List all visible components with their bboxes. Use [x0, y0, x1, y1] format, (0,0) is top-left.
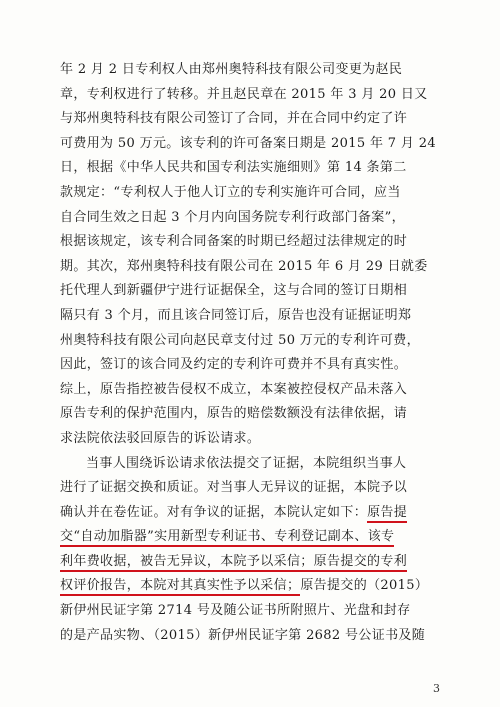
text-segment: 章，专利权进行了转移。并且赵民章在 2015 年 3 月 20 日又 [60, 86, 428, 102]
text-line [60, 525, 445, 550]
text-line [60, 206, 445, 231]
text-line [60, 427, 445, 452]
text-segment: 期。其次，郑州奥特科技有限公司在 2015 年 6 月 29 日就委 [60, 258, 428, 274]
text-segment: 日，根据《中华人民共和国专利法实施细则》第 14 条第二 [60, 160, 407, 176]
text-line [60, 550, 445, 575]
text-line [60, 452, 445, 477]
text-segment: 自合同生效之日起 3 个月内向国务院专利行政部门备案”， [60, 209, 405, 225]
text-line [60, 574, 445, 599]
text-line [60, 255, 445, 280]
text-line [60, 599, 445, 624]
text-line [60, 353, 445, 378]
text-segment: 确认并在卷佐证。对有争议的证据，本院认定如下： [60, 504, 368, 520]
text-segment: 可费用为 50 万元。该专利的许可备案日期是 2015 年 7 月 24 [60, 135, 436, 151]
text-segment: 根据该规定，该专利合同备案的时期已经超过法律规定的时 [60, 234, 408, 250]
text-segment: 进行了证据交换和质证。对当事人无异议的证据，本院予以 [60, 480, 408, 496]
document-body [60, 58, 445, 648]
text-line [60, 132, 445, 157]
text-segment: 隔只有 3 个月，而且该合同签订后，原告也没有证据证明郑 [60, 307, 412, 323]
highlighted-text: 利年费收据，被告无异议，本院予以采信；原告提交的专利 [60, 554, 407, 572]
text-segment: 州奥特科技有限公司向赵民章支付过 50 万元的专利许可费， [60, 332, 420, 348]
text-line [60, 181, 445, 206]
text-line [60, 58, 445, 83]
text-segment: 托代理人到新疆伊宁进行证据保全，这与合同的签订日期相 [60, 283, 408, 299]
text-line [60, 402, 445, 427]
text-line [60, 304, 445, 329]
text-segment: 因此，签订的该合同及约定的专利许可费并不具有真实性。 [60, 357, 408, 373]
text-line [60, 156, 445, 181]
highlighted-text: 原告提 [367, 505, 407, 523]
text-line [60, 378, 445, 403]
text-segment: 款规定：“专利权人于他人订立的专利实施许可合同，应当 [60, 184, 401, 200]
highlighted-text: 交“自动加脂器”实用新型专利证书、专利登记副本、该专 [60, 529, 394, 547]
text-line [60, 329, 445, 354]
text-segment: 新伊州民证字第 2714 号及随公证书所附照片、光盘和封存 [60, 603, 411, 619]
text-segment: 当事人围绕诉讼请求依法提交了证据，本院组织当事人 [86, 455, 407, 471]
text-segment: 求法院依法驳回原告的诉讼请求。 [60, 430, 261, 446]
text-line [60, 230, 445, 255]
page-number: 3 [433, 682, 440, 695]
text-segment: 原告专利的保护范围内，原告的赔偿数额没有法律依据，请 [60, 406, 408, 422]
text-line [60, 476, 445, 501]
text-line [60, 83, 445, 108]
text-segment: 的是产品实物、（2015）新伊州民证字第 2682 号公证书及随 [60, 627, 426, 643]
text-line [60, 624, 445, 649]
text-segment: 综上，原告指控被告侵权不成立，本案被控侵权产品未落入 [60, 381, 408, 397]
text-line [60, 279, 445, 304]
text-line [60, 107, 445, 132]
text-segment: 年 2 月 2 日专利权人由郑州奥特科技有限公司变更为赵民 [60, 62, 403, 77]
highlighted-text: 权评价报告，本院对其真实性予以采信； [60, 578, 300, 596]
text-segment: 原告提交的（2015） [300, 578, 429, 594]
text-segment: 与郑州奥特科技有限公司签订了合同，并在合同中约定了许 [60, 111, 408, 127]
text-line [60, 501, 445, 526]
